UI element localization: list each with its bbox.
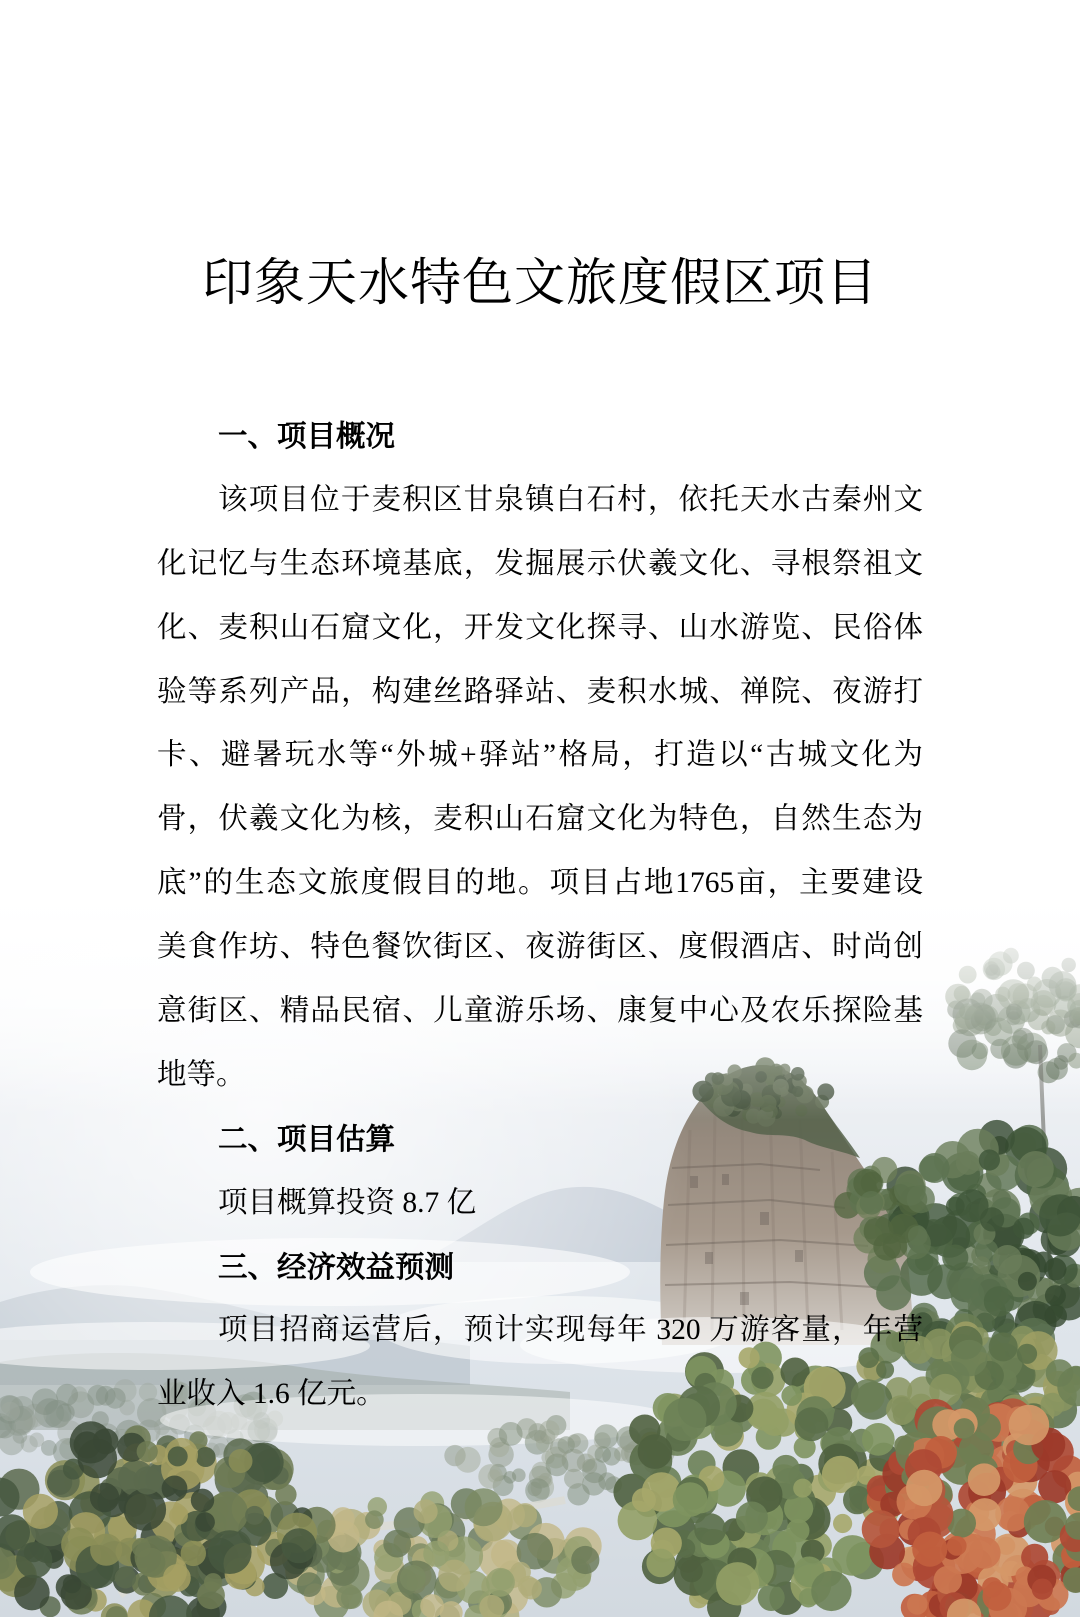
section-heading-overview: 一、项目概况 (218, 419, 396, 453)
foliage-blob (134, 1466, 162, 1494)
foliage-blob (208, 1530, 252, 1574)
foliage-blob (638, 1434, 673, 1469)
foliage-blob (245, 1506, 264, 1525)
foliage-blob (50, 1408, 69, 1427)
foliage-blob (786, 1519, 809, 1542)
foliage-blob (598, 1472, 616, 1490)
foliage-blob (956, 1151, 980, 1175)
foliage-blob (1046, 1359, 1074, 1387)
foliage-blob (168, 1446, 188, 1466)
foliage-blob (275, 1484, 296, 1505)
foliage-blob (571, 1546, 599, 1574)
foliage-blob (1018, 1272, 1037, 1291)
section-estimate (157, 1108, 923, 1236)
foliage-blob (162, 1476, 188, 1502)
foliage-blob (1039, 1194, 1080, 1236)
foliage-blob (400, 1565, 426, 1591)
foliage-blob (1013, 1218, 1034, 1239)
foliage-blob (968, 1463, 1001, 1496)
foliage-blob (124, 1488, 166, 1530)
foliage-blob (582, 1459, 597, 1474)
foliage-blob (90, 1483, 119, 1512)
foliage-blob (984, 1286, 1014, 1316)
foliage-blob (191, 1489, 214, 1512)
paragraph-line: 卡、避暑玩水等“外城+驿站”格局，打造以“古城文化为 (157, 739, 923, 772)
foliage-blob (694, 1513, 726, 1545)
paragraph-line: 意街区、精品民宿、儿童游乐场、康复中心及农乐探险基 (157, 995, 923, 1028)
foliage-blob (1044, 1258, 1067, 1281)
foliage-blob (912, 1532, 947, 1567)
foliage-blob (14, 1575, 50, 1611)
foliage-blob (1044, 1305, 1067, 1328)
foliage-blob (907, 1594, 928, 1615)
foliage-blob (954, 1418, 975, 1439)
section-overview (157, 405, 923, 1108)
paragraph-line: 业收入 1.6 亿元。 (157, 1378, 386, 1411)
foliage-blob (74, 1431, 101, 1458)
paragraph-line: 验等系列产品，构建丝路驿站、麦积水城、禅院、夜游打 (157, 675, 923, 708)
foliage-blob (163, 1564, 191, 1592)
foliage-blob (420, 1594, 444, 1617)
foliage-blob (906, 1470, 942, 1506)
paragraph-line: 项目概算投资 8.7 亿 (218, 1186, 477, 1219)
foliage-blob (512, 1468, 526, 1482)
paragraph-line: 底”的生态文旅度假目的地。项目占地1765亩，主要建设 (157, 867, 923, 900)
paragraph-line: 美食作坊、特色餐饮街区、夜游街区、度假酒店、时尚创 (157, 931, 923, 964)
foliage-blob (1018, 1151, 1054, 1187)
foliage-blob (229, 1449, 253, 1473)
foliage-blob (979, 1149, 1000, 1170)
foliage-blob (0, 1402, 20, 1422)
foliage-blob (63, 1575, 81, 1593)
paragraph-line: 项目招商运营后，预计实现每年 320 万游客量，年营 (218, 1314, 923, 1347)
section-heading-estimate: 二、项目估算 (218, 1121, 396, 1156)
foliage-blob (341, 1587, 363, 1609)
foliage-blob (1045, 1285, 1066, 1306)
foliage-blob (136, 1548, 165, 1577)
foliage-blob (513, 1503, 537, 1527)
section-heading-benefit: 三、经济效益预测 (218, 1249, 455, 1284)
foliage-blob (196, 1447, 216, 1467)
foliage-blob (716, 1562, 759, 1605)
foliage-blob (115, 1567, 136, 1588)
foliage-blob (1017, 1344, 1037, 1364)
paragraph-line: 化、麦积山石窟文化，开发文化探寻、山水游览、民俗体 (157, 611, 923, 644)
foliage-blob (862, 1510, 900, 1548)
foliage-blob (181, 1541, 206, 1566)
foliage-blob (736, 1502, 768, 1534)
foliage-blob (793, 1479, 812, 1498)
foliage-blob (365, 1510, 384, 1529)
foliage-blob (594, 1424, 618, 1448)
paragraph-line: 地等。 (157, 1058, 246, 1091)
foliage-blob (281, 1528, 316, 1563)
paragraph-line: 骨，伏羲文化为核，麦积山石窟文化为特色，自然生态为 (157, 803, 923, 836)
foliage-blob (197, 1581, 225, 1609)
paragraph-line: 该项目位于麦积区甘泉镇白石村，依托天水古秦州文 (218, 483, 923, 516)
foliage-blob (942, 1245, 968, 1271)
foliage-blob (993, 1245, 1022, 1274)
foliage-blob (13, 1429, 28, 1444)
foliage-blob (423, 1541, 449, 1567)
foliage-blob (673, 1482, 708, 1517)
foliage-blob (550, 1438, 569, 1457)
foliage-blob (632, 1488, 656, 1512)
foliage-blob (195, 1512, 215, 1532)
foliage-blob (1009, 1405, 1050, 1446)
foliage-blob (920, 1153, 950, 1183)
foliage-blob (862, 1423, 895, 1456)
foliage-blob (947, 1536, 967, 1556)
foliage-blob (414, 1499, 438, 1523)
foliage-blob (989, 1332, 1018, 1361)
foliage-blob (90, 1534, 122, 1566)
foliage-blob (23, 1494, 58, 1529)
foliage-blob (833, 1514, 852, 1533)
foliage-blob (169, 1506, 188, 1525)
foliage-blob (564, 1469, 584, 1489)
foliage-blob (892, 1563, 916, 1587)
foliage-blob (646, 1549, 675, 1578)
foliage-blob (16, 1542, 52, 1578)
foliage-blob (465, 1488, 503, 1526)
page-title: 印象天水特色文旅度假区项目 (201, 254, 878, 313)
document-body (157, 405, 923, 1427)
foliage-blob (455, 1447, 481, 1473)
foliage-blob (680, 1560, 703, 1583)
foliage-blob (894, 1436, 914, 1456)
paragraph-line: 化记忆与生态环境基底，发掘展示伏羲文化、寻根祭祖文 (157, 547, 923, 580)
foliage-blob (297, 1572, 322, 1597)
foliage-blob (137, 1441, 158, 1462)
foliage-blob (96, 1386, 116, 1406)
foliage-blob (1032, 1579, 1053, 1600)
foliage-blob (567, 1434, 580, 1447)
foliage-blob (956, 1189, 989, 1222)
section-benefit (157, 1236, 923, 1428)
foliage-blob (811, 1571, 851, 1611)
foliage-blob (486, 1568, 515, 1597)
foliage-blob (982, 1577, 1002, 1597)
foliage-blob (973, 1256, 991, 1274)
foliage-blob (758, 1584, 785, 1611)
foliage-blob (602, 1447, 620, 1465)
foliage-blob (488, 1469, 501, 1482)
foliage-blob (56, 1384, 78, 1406)
foliage-blob (525, 1478, 550, 1503)
foliage-blob (951, 1340, 988, 1377)
